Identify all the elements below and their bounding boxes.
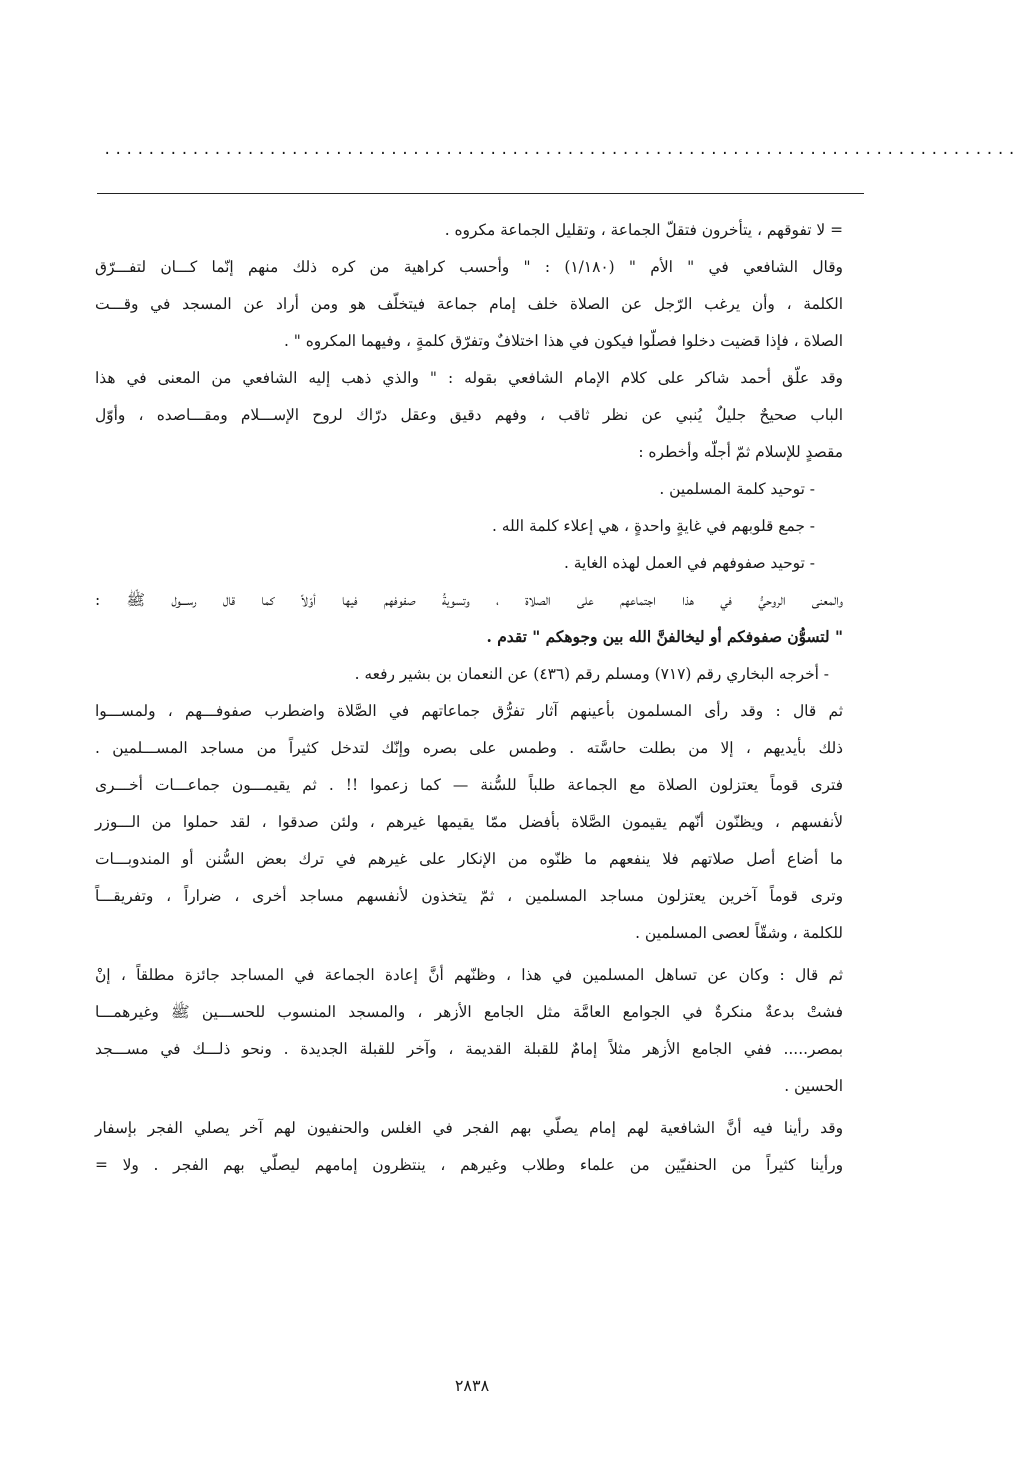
footnote-body	[95, 212, 843, 1184]
text-line: وقال الشافعي في " الأم " (١/١٨٠) : " وأحسب كراهية من كره ذلك منهم إنّما كـــان لتفـــرّق	[95, 258, 843, 276]
text-line: - جمع قلوبهم في غايةٍ واحدةٍ ، هي إعلاء كلمة الله .	[491, 517, 815, 535]
text-line: فشتْ بدعةٌ منكرةٌ في الجوامع العامَّة مثل الجامع الأزهر ، والمسجد المنسوب للحســـين ﷺ وغيرهمـــا	[95, 1003, 843, 1021]
text-line: مقصدٍ للإسلام ثمّ أجلّه وأخطره :	[638, 443, 843, 461]
text-line: ما أضاع أصل صلاتهم فلا ينفعهم ما ظنّوه من الإنكار على غيرهم في ترك بعض السُّنن أو المندوبـــات	[95, 850, 843, 868]
text-line: " لتسوُّن صفوفكم أو ليخالفنَّ الله بين وجوهكم " تقدم .	[486, 628, 843, 646]
text-line: الكلمة ، وأن يرغب الرّجل عن الصلاة خلف إمام جماعة فيتخلّف هو ومن أراد عن المسجد في وقـــت	[95, 295, 843, 313]
text-line: وقد علّق أحمد شاكر على كلام الإمام الشافعي بقوله : " والذي ذهب إليه الشافعي من المعنى في هذا	[95, 369, 843, 387]
text-line: ثم قال : وكان عن تساهل المسلمين في هذا ، وظنّهم أنَّ إعادة الجماعة في المساجد جائزة مطلقاً ، إنْ	[95, 966, 843, 984]
text-line: فترى قوماً يعتزلون الصلاة مع الجماعة طلباً للسُّنة — كما زعموا !! . ثم يقيمـــون جماعـــات أخـــرى	[95, 776, 843, 794]
separator-dotted-line: ...................................................................................	[103, 142, 1018, 158]
text-line: - توحيد صفوفهم في العمل لهذه الغاية .	[564, 554, 815, 572]
text-line: وقد رأينا فيه أنَّ الشافعية لهم إمام يصلّي بهم الفجر في الغلس والحنفيون لهم آخر يصلي الفجر بإسفار	[95, 1119, 843, 1137]
text-line: - أخرجه البخاري رقم (٧١٧) ومسلم رقم (٤٣٦) عن النعمان بن بشير رفعه .	[354, 665, 829, 683]
footnote-rule	[97, 193, 864, 194]
text-line: الباب صحيحٌ جليلٌ يُنبي عن نظر ثاقب ، وفهم دقيق وعقل درّاك لروح الإســـلام ومقـــاصده ، وأوّل	[95, 406, 843, 424]
text-line: الحسين .	[784, 1077, 843, 1095]
page-number: ٢٨٣٨	[454, 1376, 490, 1395]
text-line: ثم قال : وقد رأى المسلمون بأعينهم آثار تفرُّق جماعاتهم في الصَّلاة واضطرب صفوفـــهم ، ولمســـوا	[95, 702, 843, 720]
text-line: وترى قوماً آخرين يعتزلون مساجد المسلمين ، ثمّ يتخذون لأنفسهم مساجد أخرى ، ضراراً ، وتفريقـــاً	[95, 887, 843, 905]
text-line: - توحيد كلمة المسلمين .	[659, 480, 815, 498]
text-line: للكلمة ، وشقّاً لعصى المسلمين .	[635, 924, 843, 942]
text-line: والمعنى الروحيُّ في هذا اجتماعهم على الصلاة ، وتسويةُ صفوفهم فيها أوّلاً كما قال رســـول ﷺ :	[95, 591, 843, 609]
text-line: ذلك بأيديهم ، إلا من بطلت حاسَّته . وطمس على بصره وإنّك لتدخل كثيراً من مساجد المســـلمين .	[95, 739, 843, 757]
text-line: = لا تفوقهم ، يتأخرون فتقلّ الجماعة ، وتقليل الجماعة مكروه .	[444, 221, 843, 239]
text-line: بمصر..... ففي الجامع الأزهر مثلاً إمامٌ للقبلة القديمة ، وآخر للقبلة الجديدة . ونحو ذلـــك في مســـجد	[95, 1040, 843, 1058]
text-line: الصلاة ، فإذا قضيت دخلوا فصلّوا فيكون في هذا اختلافٌ وتفرّق كلمةٍ ، وفيهما المكروه " .	[283, 332, 843, 350]
text-line: لأنفسهم ، ويظنّون أنّهم يقيمون الصَّلاة بأفضل ممّا يقيمها غيرهم ، ولئن صدقوا ، لقد حملوا من الـــوزر	[95, 813, 843, 831]
text-line: ورأينا كثيراً من الحنفيّين من علماء وطلاب وغيرهم ، ينتظرون إمامهم ليصلّي بهم الفجر . ولا =	[95, 1156, 843, 1174]
